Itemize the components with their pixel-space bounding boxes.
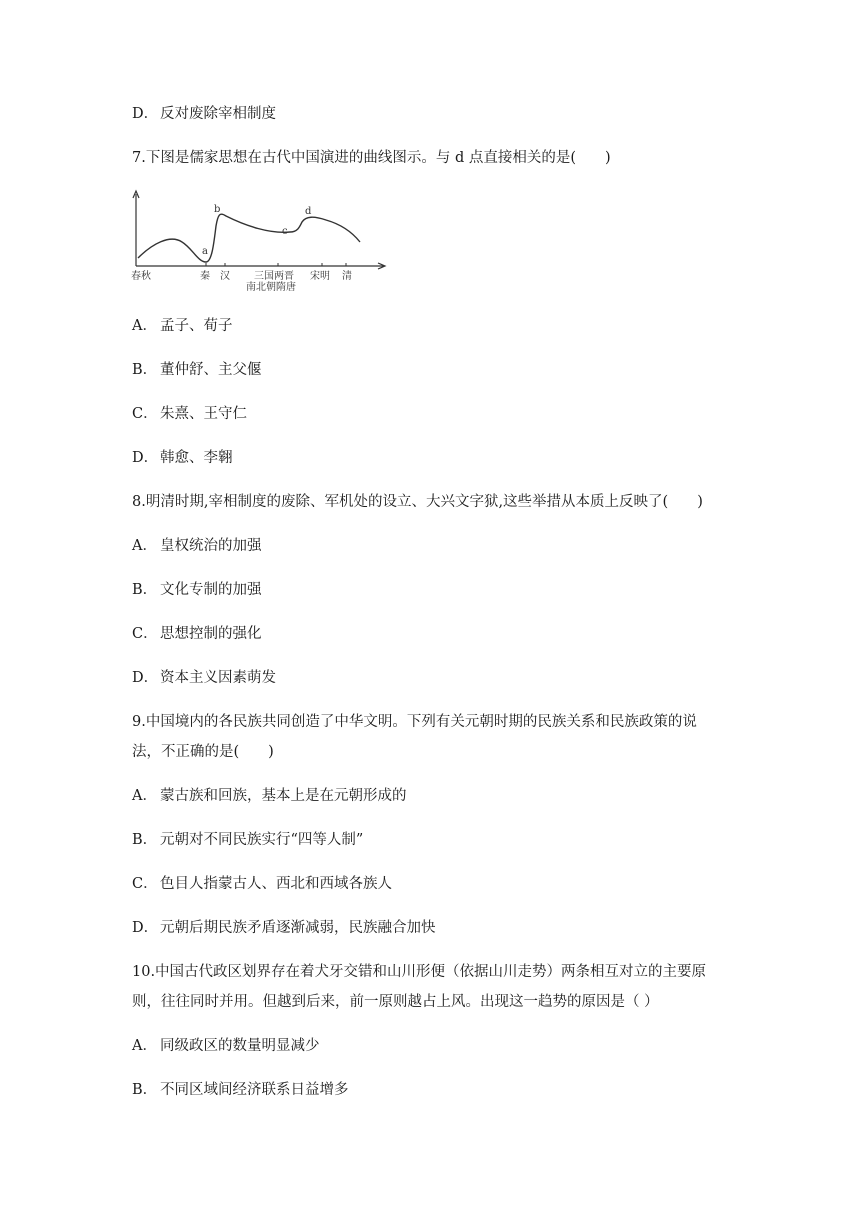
- option-7a: [132, 316, 233, 336]
- question-8: 8.明清时期,宰相制度的废除、军机处的设立、大兴文字狱,这些举措从本质上反映了( ): [132, 494, 703, 510]
- option-letter: A．: [132, 1038, 157, 1054]
- point-label-c: c: [282, 226, 288, 237]
- option-9d: [132, 918, 436, 938]
- option-7c: [132, 404, 247, 424]
- option-letter: B．: [132, 362, 158, 378]
- option-text: 皇权统治的加强: [160, 538, 262, 554]
- option-text: 朱熹、王守仁: [160, 406, 247, 422]
- option-text: 元朝对不同民族实行“四等人制”: [160, 832, 364, 848]
- axis-label-han: 汉: [220, 271, 230, 282]
- option-text: 同级政区的数量明显减少: [160, 1038, 320, 1054]
- option-6d: [132, 104, 276, 124]
- option-letter: D．: [132, 670, 159, 686]
- option-text: 蒙古族和回族，基本上是在元朝形成的: [160, 788, 407, 804]
- option-letter: D．: [132, 450, 159, 466]
- question-9-line-2: 法，不正确的是( ): [132, 744, 274, 760]
- option-text: 反对废除宰相制度: [160, 106, 276, 122]
- option-8b: [132, 580, 262, 600]
- option-9a: [132, 786, 407, 806]
- option-8a: [132, 536, 262, 556]
- evolution-curve: [138, 214, 360, 262]
- option-letter: C．: [132, 626, 158, 642]
- axis-label-qin: 秦: [200, 271, 210, 282]
- option-letter: C．: [132, 406, 158, 422]
- option-text: 孟子、荀子: [160, 318, 233, 334]
- curve-diagram: [130, 186, 392, 296]
- option-letter: B．: [132, 832, 158, 848]
- axis-label-qing: 清: [342, 271, 352, 282]
- option-text: 资本主义因素萌发: [160, 670, 276, 686]
- option-letter: B．: [132, 1082, 158, 1098]
- point-label-b: b: [214, 204, 221, 215]
- option-7b: [132, 360, 262, 380]
- option-text: 色目人指蒙古人、西北和西域各族人: [160, 876, 392, 892]
- question-9-line-1: 9.中国境内的各民族共同创造了中华文明。下列有关元朝时期的民族关系和民族政策的说: [132, 714, 697, 730]
- axis-label-chunqiu: 春秋: [131, 271, 151, 282]
- option-text: 董仲舒、主父偃: [160, 362, 262, 378]
- option-10b: [132, 1080, 349, 1100]
- option-letter: A．: [132, 538, 157, 554]
- point-label-a: a: [202, 246, 208, 257]
- option-10a: [132, 1036, 320, 1056]
- option-letter: D．: [132, 920, 159, 936]
- option-letter: A．: [132, 318, 157, 334]
- question-7: 7.下图是儒家思想在古代中国演进的曲线图示。与 d 点直接相关的是( ): [132, 150, 611, 166]
- option-8d: [132, 668, 276, 688]
- option-text: 文化专制的加强: [160, 582, 262, 598]
- axis-sublabel: 南北朝隋唐: [246, 282, 296, 293]
- axis-label-sanguo: 三国两晋: [254, 271, 294, 282]
- option-letter: C．: [132, 876, 158, 892]
- option-text: 元朝后期民族矛盾逐渐减弱，民族融合加快: [160, 920, 436, 936]
- option-7d: [132, 448, 233, 468]
- option-letter: A．: [132, 788, 157, 804]
- point-label-d: d: [305, 206, 312, 217]
- option-text: 不同区域间经济联系日益增多: [160, 1082, 349, 1098]
- option-text: 思想控制的强化: [160, 626, 262, 642]
- option-letter: D．: [132, 106, 159, 122]
- option-letter: B．: [132, 582, 158, 598]
- axis-label-songming: 宋明: [310, 271, 330, 282]
- confucianism-curve-figure: [130, 186, 392, 296]
- question-10-line-2: 则，往往同时并用。但越到后来，前一原则越占上风。出现这一趋势的原因是（ ）: [132, 994, 659, 1010]
- option-9b: [132, 830, 363, 850]
- option-text: 韩愈、李翱: [160, 450, 233, 466]
- question-10-line-1: 10.中国古代政区划界存在着犬牙交错和山川形便（依据山川走势）两条相互对立的主要原: [132, 964, 707, 980]
- option-8c: [132, 624, 262, 644]
- option-9c: [132, 874, 392, 894]
